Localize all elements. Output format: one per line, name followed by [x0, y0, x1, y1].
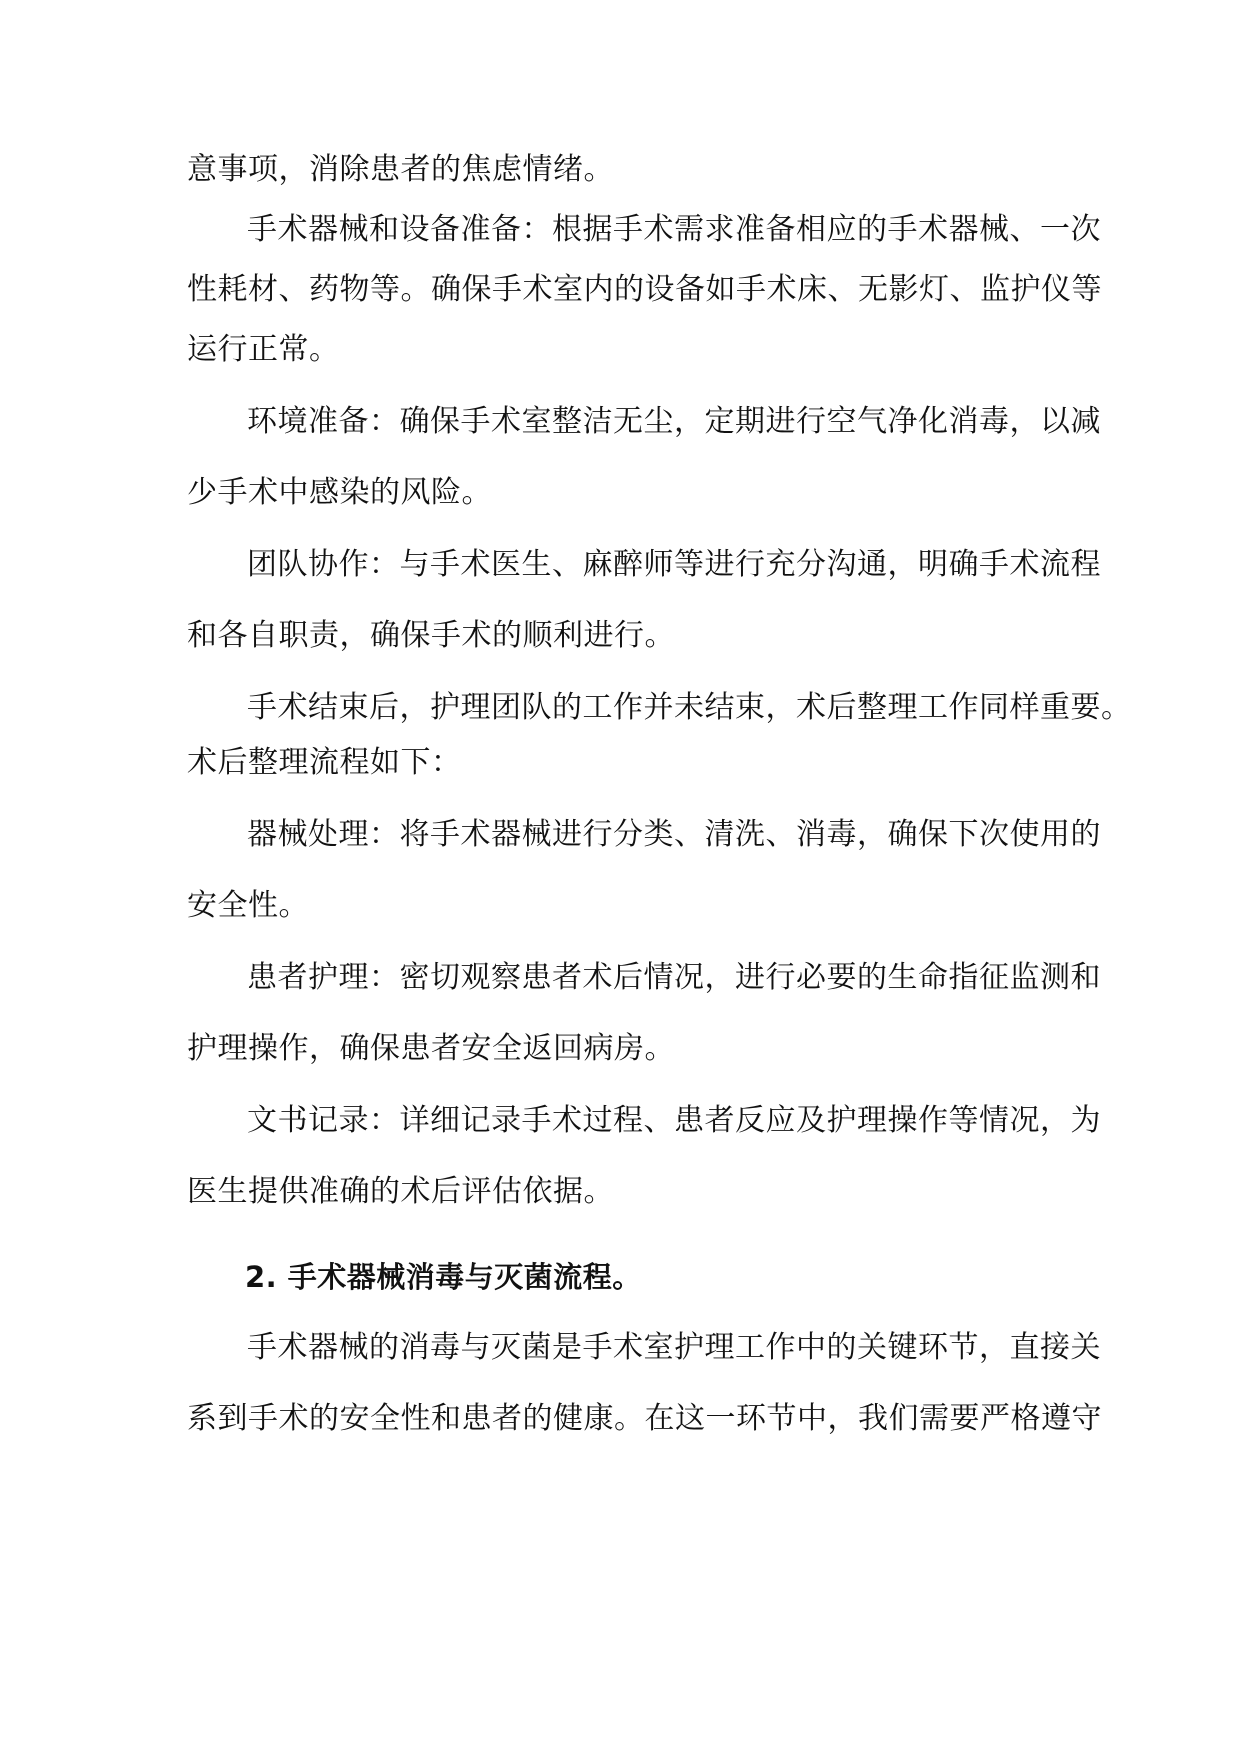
paragraph-line: 手术结束后，护理团队的工作并未结束，术后整理工作同样重要。 [247, 690, 1132, 725]
paragraph-line: 意事项，消除患者的焦虑情绪。 [187, 152, 614, 187]
section-heading: 2. 手术器械消毒与灭菌流程。 [245, 1260, 642, 1294]
paragraph-line: 安全性。 [187, 888, 309, 923]
paragraph-line: 术后整理流程如下： [187, 745, 462, 780]
paragraph-line: 护理操作，确保患者安全返回病房。 [187, 1031, 675, 1066]
paragraph-line: 环境准备：确保手术室整洁无尘，定期进行空气净化消毒，以减 [247, 404, 1101, 439]
paragraph-line: 手术器械和设备准备：根据手术需求准备相应的手术器械、一次 [247, 212, 1101, 247]
paragraph-line: 文书记录：详细记录手术过程、患者反应及护理操作等情况，为 [247, 1103, 1101, 1138]
paragraph-line: 团队协作：与手术医生、麻醉师等进行充分沟通，明确手术流程 [247, 547, 1101, 582]
paragraph-line: 运行正常。 [187, 332, 340, 367]
paragraph-line: 系到手术的安全性和患者的健康。在这一环节中，我们需要严格遵守 [187, 1401, 1102, 1436]
paragraph-line: 手术器械的消毒与灭菌是手术室护理工作中的关键环节，直接关 [247, 1330, 1101, 1365]
paragraph-line: 和各自职责，确保手术的顺利进行。 [187, 618, 675, 653]
paragraph-line: 少手术中感染的风险。 [187, 475, 492, 510]
paragraph-line: 医生提供准确的术后评估依据。 [187, 1174, 614, 1209]
paragraph-line: 患者护理：密切观察患者术后情况，进行必要的生命指征监测和 [247, 960, 1101, 995]
paragraph-line: 性耗材、药物等。确保手术室内的设备如手术床、无影灯、监护仪等 [187, 272, 1102, 307]
paragraph-line: 器械处理：将手术器械进行分类、清洗、消毒，确保下次使用的 [247, 817, 1101, 852]
